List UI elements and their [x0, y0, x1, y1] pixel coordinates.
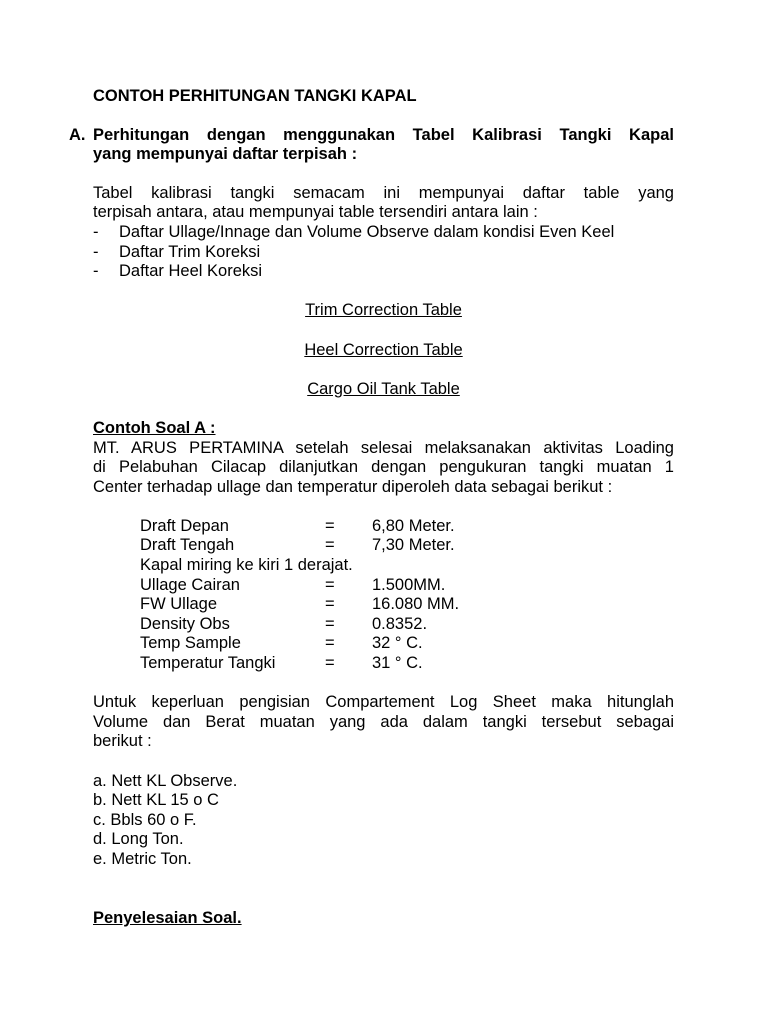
- row-equals: =: [325, 595, 335, 614]
- list-item: c. Bbls 60 o F.: [93, 810, 197, 829]
- intro-line-1: Tabel kalibrasi tangki semacam ini mempunyai daftar table yang: [93, 183, 674, 202]
- table-row: [140, 654, 459, 674]
- heel-correction-table-label: Heel Correction Table: [304, 340, 463, 359]
- list-item: a. Nett KL Observe.: [93, 771, 238, 790]
- heel-correction-table-heading: [93, 341, 674, 361]
- spacer: [93, 870, 674, 890]
- soal-heading: Contoh Soal A :: [93, 418, 216, 437]
- soal-line-1: MT. ARUS PERTAMINA setelah selesai melaksanakan aktivitas Loading: [93, 438, 674, 457]
- table-row: [140, 556, 459, 576]
- section-a-marker: A.: [69, 125, 86, 144]
- section-a-line-1: Perhitungan dengan menggunakan Tabel Kalibrasi Tangki Kapal: [93, 125, 674, 144]
- row-equals: =: [325, 654, 335, 673]
- question-list: [93, 772, 674, 870]
- row-equals: =: [325, 614, 335, 633]
- spacer: [93, 674, 674, 694]
- row-value: 31 ° C.: [372, 654, 423, 673]
- row-label: Temp Sample: [140, 634, 241, 653]
- soal-line-2: di Pelabuhan Cilacap dilanjutkan dengan pengukuran tangki muatan 1: [93, 458, 674, 477]
- table-row: [140, 595, 459, 615]
- document-content: [69, 87, 674, 928]
- list-dash: -: [93, 242, 99, 261]
- row-equals: =: [325, 536, 335, 555]
- cargo-oil-tank-table-heading: [93, 380, 674, 400]
- row-label: Density Obs: [140, 614, 230, 633]
- list-dash: -: [93, 262, 99, 281]
- list-item: [93, 243, 674, 263]
- instruction-paragraph: [93, 693, 674, 752]
- table-row: [140, 634, 459, 654]
- instruction-line-3: berikut :: [93, 732, 152, 751]
- list-item: d. Long Ton.: [93, 830, 184, 849]
- section-a-line-2: yang mempunyai daftar terpisah :: [93, 145, 358, 164]
- trim-correction-table-label: Trim Correction Table: [305, 301, 462, 320]
- spacer: [93, 752, 674, 772]
- list-item: [93, 223, 674, 243]
- document-title: CONTOH PERHITUNGAN TANGKI KAPAL: [93, 87, 417, 105]
- measurement-data-table: [140, 517, 459, 674]
- instruction-line-1: Untuk keperluan pengisian Compartement Log Sheet maka hitunglah: [93, 693, 674, 712]
- row-equals: =: [325, 634, 335, 653]
- row-value: 1.500MM.: [372, 575, 446, 594]
- list-item-text: Daftar Heel Koreksi: [119, 262, 263, 281]
- row-value: 32 ° C.: [372, 634, 423, 653]
- cargo-oil-tank-table-label: Cargo Oil Tank Table: [307, 379, 460, 398]
- list-item: e. Metric Ton.: [93, 849, 192, 868]
- soal-line-3: Center terhadap ullage dan temperatur diperoleh data sebagai berikut :: [93, 477, 613, 496]
- section-a-heading: [69, 125, 674, 165]
- table-list: [93, 223, 674, 282]
- list-item-text: Daftar Trim Koreksi: [119, 242, 261, 261]
- list-dash: -: [93, 222, 99, 241]
- row-label: Draft Depan: [140, 516, 229, 535]
- row-value: 6,80 Meter.: [372, 516, 455, 535]
- row-label: Temperatur Tangki: [140, 654, 276, 673]
- list-item-text: Daftar Ullage/Innage dan Volume Observe dalam kondisi Even Keel: [119, 222, 615, 241]
- spacer: [93, 282, 674, 302]
- table-row: [140, 615, 459, 635]
- table-row: [140, 576, 459, 596]
- penyelesaian-heading: Penyelesaian Soal.: [93, 908, 242, 927]
- trim-correction-table-heading: [93, 301, 674, 321]
- list-item: b. Nett KL 15 o C: [93, 791, 219, 810]
- intro-paragraph: [93, 184, 674, 223]
- spacer: [93, 497, 674, 517]
- row-label: FW Ullage: [140, 595, 218, 614]
- table-row: [140, 517, 459, 537]
- row-label: Ullage Cairan: [140, 575, 240, 594]
- soal-paragraph: [93, 439, 674, 498]
- row-label: Draft Tengah: [140, 536, 235, 555]
- row-equals: =: [325, 516, 335, 535]
- spacer: [93, 889, 674, 909]
- row-value: 7,30 Meter.: [372, 536, 455, 555]
- table-row: [140, 536, 459, 556]
- row-value: 0.8352.: [372, 614, 428, 633]
- row-equals: =: [325, 575, 335, 594]
- instruction-line-2: Volume dan Berat muatan yang ada dalam tangki tersebut sebagai: [93, 712, 674, 731]
- intro-line-2: terpisah antara, atau mempunyai table tersendiri antara lain :: [93, 203, 538, 222]
- list-item: [93, 262, 674, 282]
- row-value: 16.080 MM.: [372, 595, 460, 614]
- row-note: Kapal miring ke kiri 1 derajat.: [140, 556, 353, 575]
